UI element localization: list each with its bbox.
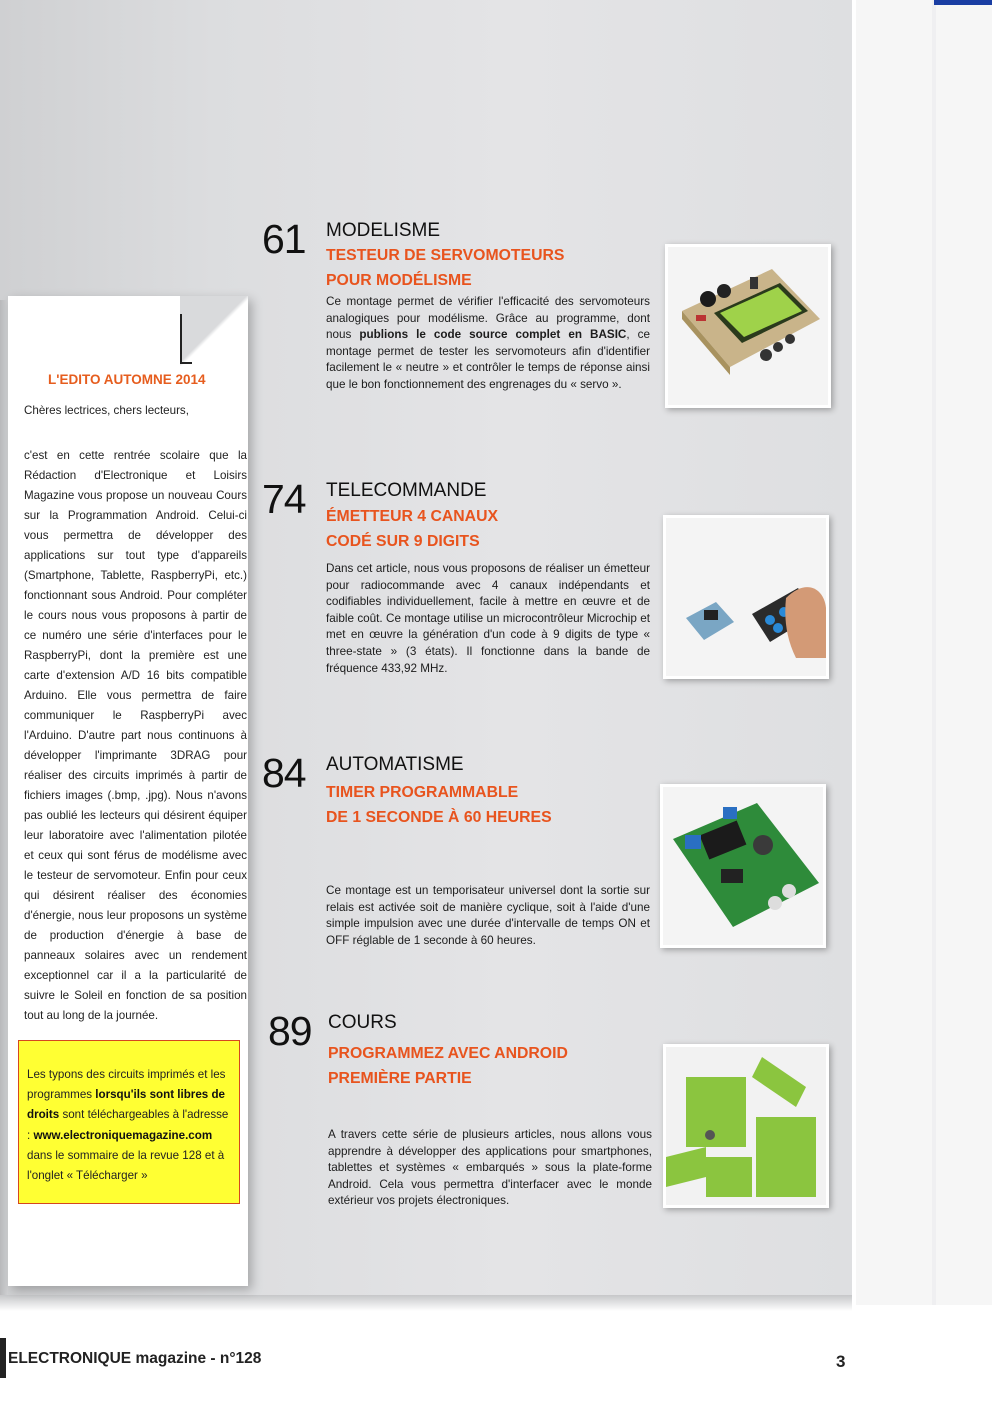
footer-tab <box>0 1338 6 1378</box>
article-title-line2: POUR MODÉLISME <box>326 272 472 289</box>
article-description: Ce montage permet de vérifier l'efficacité des servomoteurs analogiques pour modélisme. Grâce au programme, dont nous publions le code source complet en BASIC, ce montage permet de tester les servomoteurs afin d'identifier facilement le « neutre » et contrôler le temps de réponse ainsi que le bon fonctionnement des engrenages du « servo ». <box>326 295 651 391</box>
article-89[interactable] <box>262 1008 682 1218</box>
article-title-line2: CODÉ SUR 9 DIGITS <box>326 533 480 550</box>
note-text: Les typons des circuits imprimés et les programmes <box>27 1068 226 1102</box>
article-74[interactable] <box>262 476 682 686</box>
fold-mark-icon <box>180 314 192 364</box>
timer-relay-board-icon <box>663 787 823 945</box>
article-description: A travers cette série de plusieurs articles, nous allons vous apprendre à développer des applications pour smartphones, tablettes et systèmes « embarqués » sous la plate-forme Android. Cela vous permettra d'interfacer avec le monde extérieur vos projets électroniques. <box>328 1128 652 1208</box>
left-shadow <box>0 300 8 1300</box>
article-page-number: 61 <box>262 216 306 262</box>
article-title-line1: TESTEUR DE SERVOMOTEURS <box>326 247 565 264</box>
note-text: dans le sommaire de la revue 128 et à l'onglet « Télécharger » <box>27 1148 225 1183</box>
article-title-line2: DE 1 SECONDE À 60 HEURES <box>326 809 552 826</box>
article-category: COURS <box>328 1012 397 1033</box>
edito-body: c'est en cette rentrée scolaire que la Rédaction d'Electronique et Loisirs Magazine vous propose un nouveau Cours sur la Programmation Android. Celui-ci vous permettra de développer des applications sur tout type d'appareils (Smartphone, Tablette, RaspberryPi, etc.) fonctionnant sous Android. Pour compléter le cours nous vous proposons à partir de ce numéro une série d'interfaces pour le RaspberryPi, dont la première est une carte d'extension A/D 16 bits compatible Arduino. Elle vous permettra de faire communiquer le RaspberryPi avec l'Arduino. D'autre part nous continuons à développer l'imprimante 3DRAG pour réaliser des circuits imprimés à partir de fichiers images (.bmp, .jpg). Nous n'avons pas oublié les lecteurs qui désirent équiper leur laboratoire avec l'alimentation pilotée et ceux qui sont férus de modélisme avec le testeur de servomoteur. Enfin pour ceux qui désirent réaliser des économies d'énergie, nous leur proposons un système de production d'énergie à base de panneaux solaires avec un rendement exceptionnel car il a la particularité de suivre le Soleil en fonction de sa position tout au long de la journée. <box>24 449 247 1022</box>
article-84[interactable] <box>262 750 682 960</box>
article-category: AUTOMATISME <box>326 754 464 775</box>
android-logo-photo <box>663 1044 829 1208</box>
article-category: TELECOMMANDE <box>326 480 487 501</box>
android-logo-icon <box>666 1047 826 1205</box>
edito-greeting: Chères lectrices, chers lecteurs, <box>24 404 189 417</box>
page-right-margin <box>852 0 992 1305</box>
bottom-band <box>0 1295 852 1311</box>
article-title-line1: TIMER PROGRAMMABLE <box>326 784 519 801</box>
article-page-number: 84 <box>262 750 306 796</box>
article-description: Ce montage est un temporisateur universel dont la sortie sur relais est activée soit de manière cyclique, soit à l'aide d'une simple impulsion avec une durée d'intervalle de temps ON et OFF réglable de 1 seconde à 60 heures. <box>326 884 650 947</box>
servo-tester-photo <box>665 244 831 408</box>
download-note-box <box>18 1040 240 1204</box>
note-text: sont téléchargeables à l'adresse : <box>27 1108 229 1142</box>
footer-page-number: 3 <box>836 1352 846 1371</box>
article-page-number: 89 <box>268 1008 312 1054</box>
note-url-link[interactable]: www.electroniquemagazine.com <box>33 1128 213 1142</box>
article-title-line1: ÉMETTEUR 4 CANAUX <box>326 508 499 525</box>
note-bold: lorsqu'ils sont libres de droits <box>27 1088 225 1122</box>
edito-title: L'EDITO AUTOMNE 2014 <box>48 372 206 387</box>
timer-board-photo <box>660 784 826 948</box>
article-category: MODELISME <box>326 220 441 241</box>
remote-transmitter-icon <box>666 518 826 676</box>
servo-tester-board-icon <box>668 247 828 405</box>
article-page-number: 74 <box>262 476 306 522</box>
footer-magazine-title: ELECTRONIQUE magazine - n°128 <box>8 1350 262 1367</box>
corner-accent <box>934 0 992 5</box>
article-description: Dans cet article, nous vous proposons de réaliser un émetteur pour radiocommande avec 4 canaux indépendants et codifiables individuellement, facile à mettre en œuvre et de faible coût. Ce montage utilise un microcontrôleur Microchip et met en œuvre la génération d'un code à 9 digits de type « three-state » (3 états). Il fonctionne dans la bande de fréquence 433,92 MHz. <box>326 562 650 675</box>
remote-transmitter-photo <box>663 515 829 679</box>
article-61[interactable] <box>262 216 682 416</box>
article-title-line1: PROGRAMMEZ AVEC ANDROID <box>328 1045 568 1062</box>
article-title-line2: PREMIÈRE PARTIE <box>328 1070 472 1087</box>
